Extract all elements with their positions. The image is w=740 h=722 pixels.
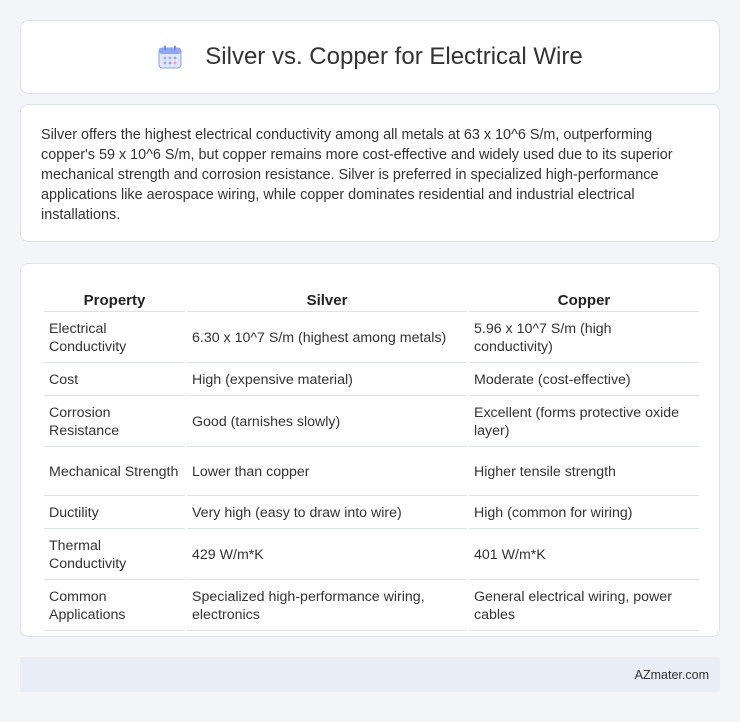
table-cell-silver: Specialized high-performance wiring, electronics — [187, 582, 467, 631]
table-cell-property: Corrosion Resistance — [44, 398, 185, 447]
table-cell-silver: Lower than copper — [187, 449, 467, 496]
table-cell-property: Ductility — [44, 498, 185, 529]
table-cell-silver: 6.30 x 10^7 S/m (highest among metals) — [187, 314, 467, 363]
table-cell-property: Cost — [44, 365, 185, 396]
column-header-property: Property — [44, 286, 185, 312]
table-cell-copper: 5.96 x 10^7 S/m (high conductivity) — [469, 314, 699, 363]
table-cell-copper: Higher tensile strength — [469, 449, 699, 496]
footer — [20, 657, 720, 692]
table-cell-copper: Moderate (cost-effective) — [469, 365, 699, 396]
calendar-icon — [157, 44, 183, 70]
intro-card — [20, 104, 720, 242]
table-cell-property: Electrical Conductivity — [44, 314, 185, 363]
footer-source: AZmater.com — [634, 667, 709, 682]
table-cell-copper: General electrical wiring, power cables — [469, 582, 699, 631]
table-cell-copper: High (common for wiring) — [469, 498, 699, 529]
table-cell-silver: High (expensive material) — [187, 365, 467, 396]
comparison-table — [42, 284, 701, 633]
table-header-row — [44, 286, 699, 312]
comparison-table-card — [20, 263, 720, 637]
table-cell-silver: Very high (easy to draw into wire) — [187, 498, 467, 529]
column-header-silver: Silver — [187, 286, 467, 312]
table-row — [44, 498, 699, 529]
table-cell-property: Common Applications — [44, 582, 185, 631]
table-row — [44, 314, 699, 363]
table-row — [44, 365, 699, 396]
column-header-copper: Copper — [469, 286, 699, 312]
table-row — [44, 531, 699, 580]
table-cell-copper: Excellent (forms protective oxide layer) — [469, 398, 699, 447]
table-cell-property: Thermal Conductivity — [44, 531, 185, 580]
table-row — [44, 449, 699, 496]
table-cell-silver: 429 W/m*K — [187, 531, 467, 580]
title-card — [20, 20, 720, 94]
page-title: Silver vs. Copper for Electrical Wire — [205, 43, 583, 70]
table-cell-copper: 401 W/m*K — [469, 531, 699, 580]
table-cell-silver: Good (tarnishes slowly) — [187, 398, 467, 447]
intro-paragraph: Silver offers the highest electrical conductivity among all metals at 63 x 10^6 S/m, outperforming copper's 59 x 10^6 S/m, but copper remains more cost-effective and widely used due to its superior mechanical strength and corrosion resistance. Silver is preferred in specialized high-performance applications like aerospace wiring, while copper dominates residential and industrial electrical installations. — [41, 127, 673, 223]
table-row — [44, 398, 699, 447]
table-row — [44, 582, 699, 631]
table-cell-property: Mechanical Strength — [44, 449, 185, 496]
